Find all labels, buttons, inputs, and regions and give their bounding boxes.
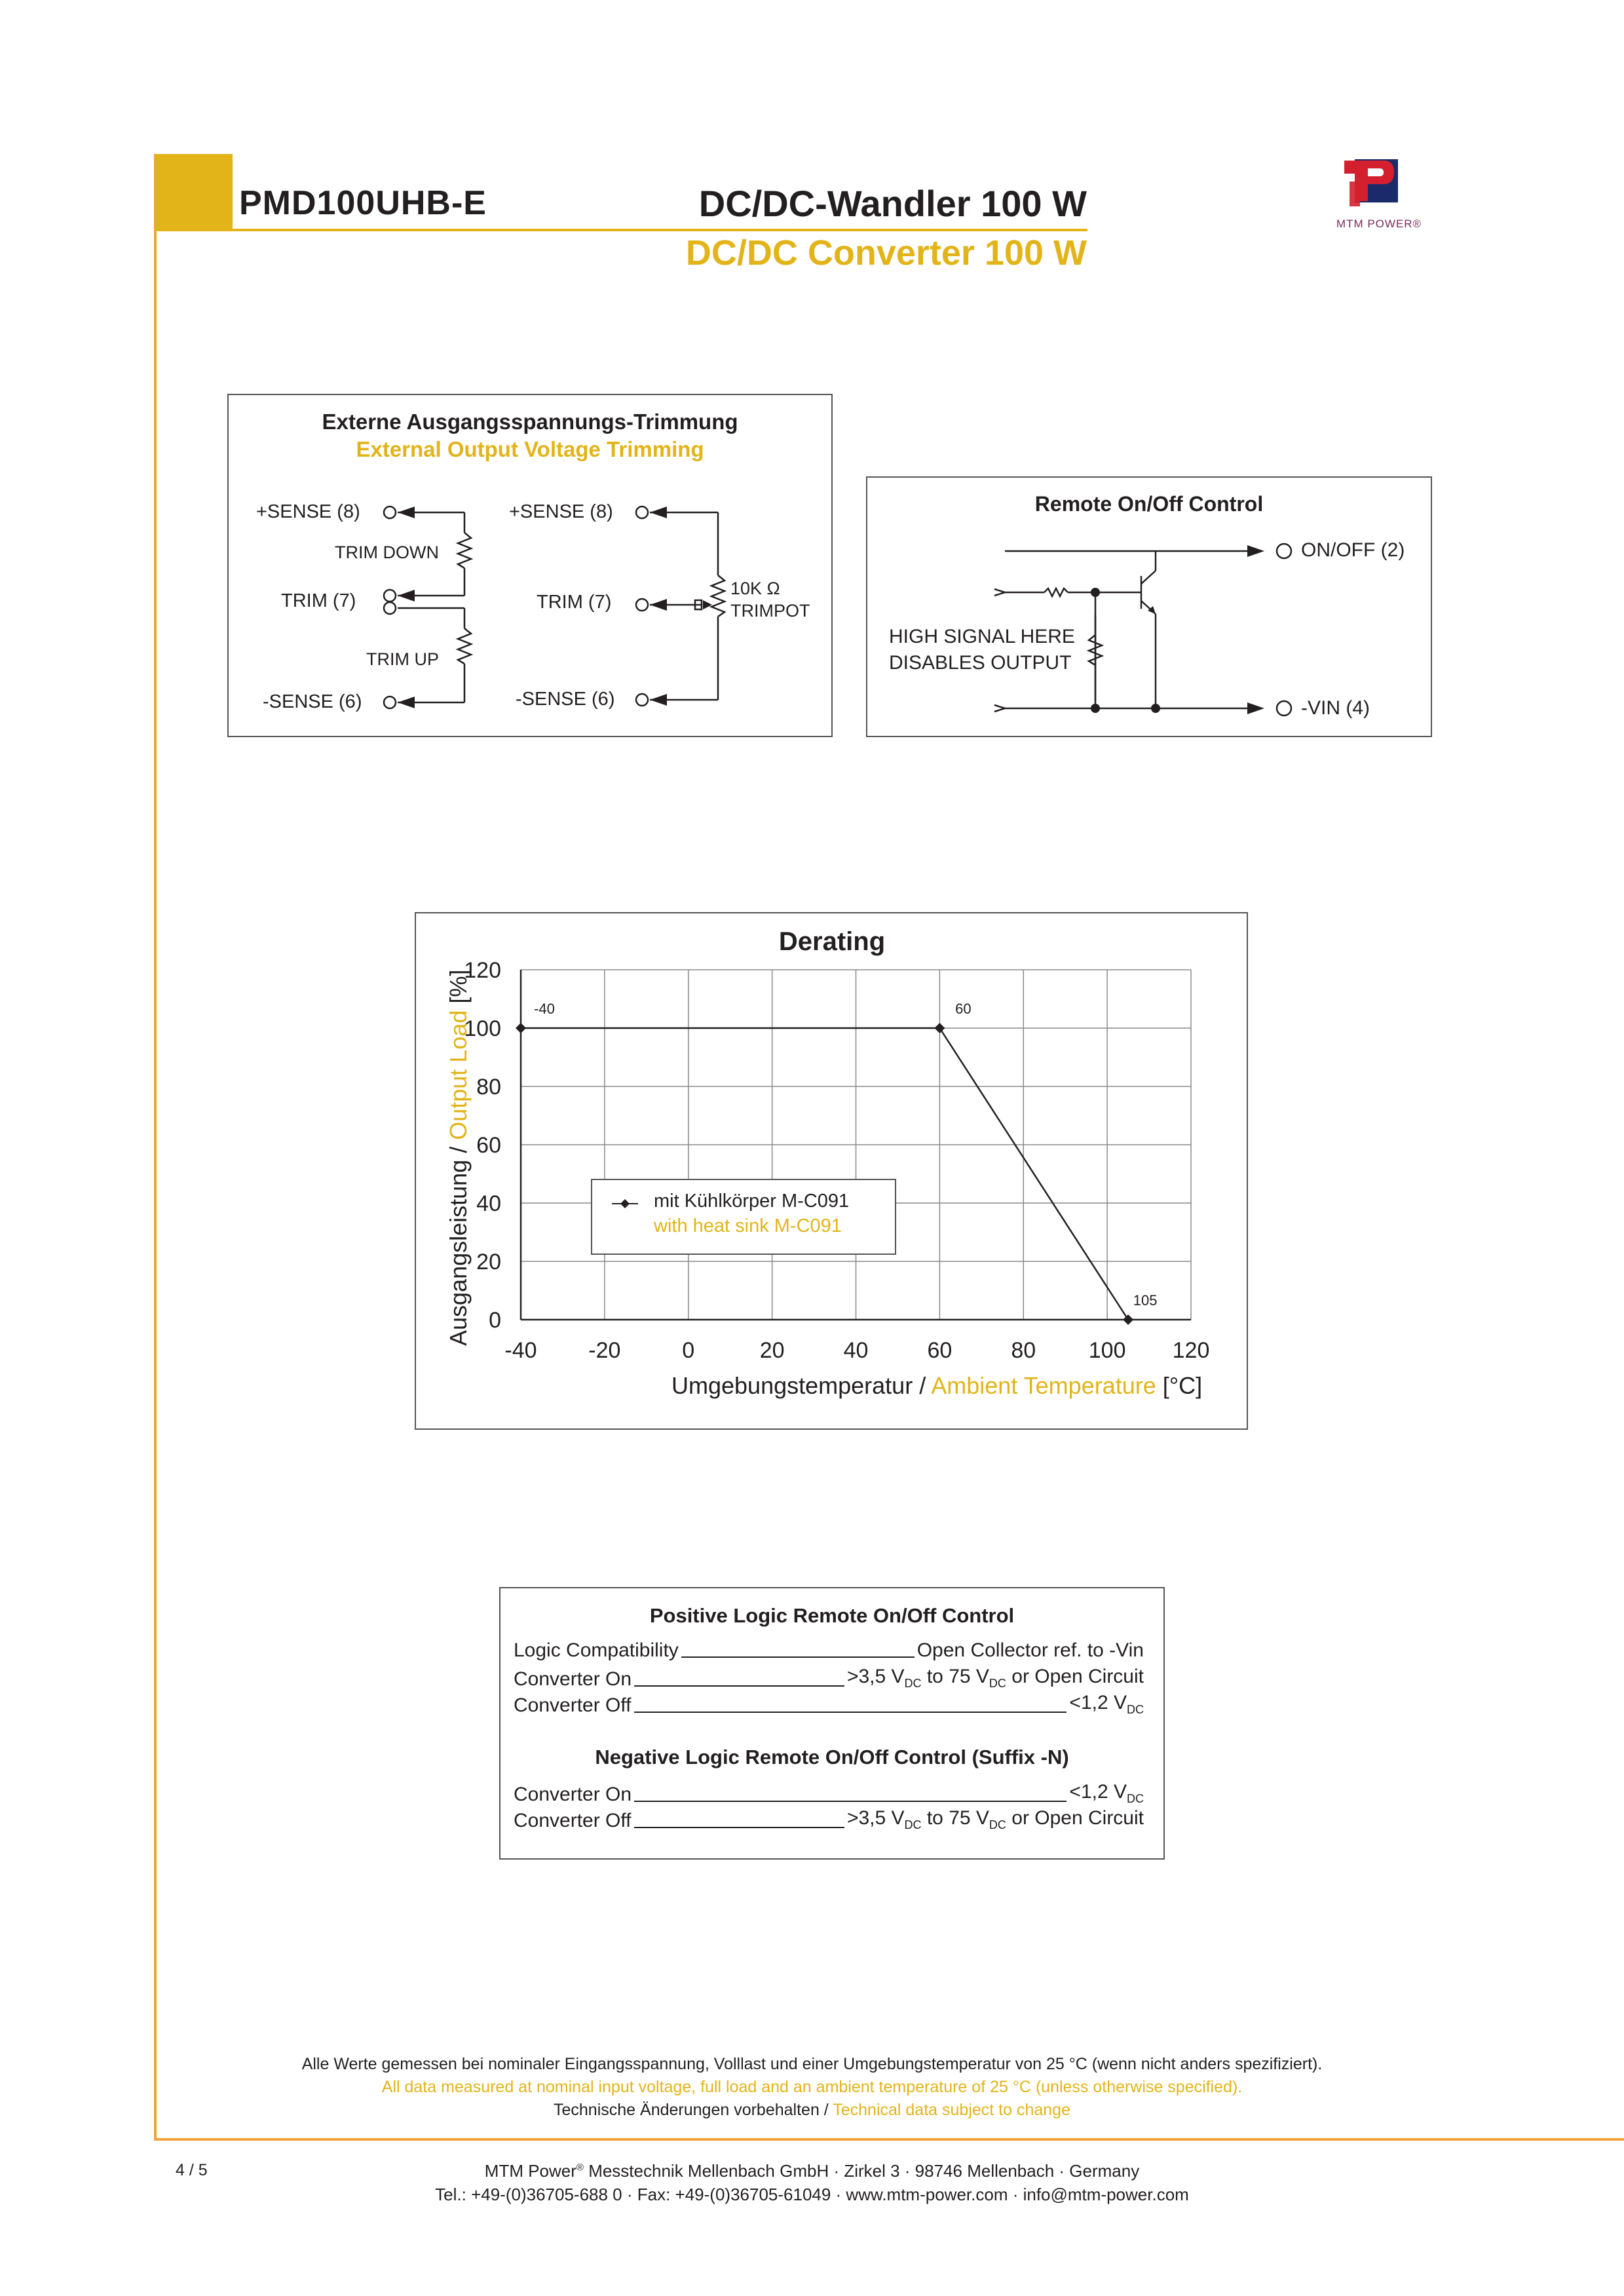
row-value: Open Collector ref. to -Vin	[916, 1639, 1144, 1661]
data-point	[516, 1023, 526, 1033]
data-point-label: -40	[534, 1001, 555, 1017]
y-tick-label: 120	[464, 958, 501, 983]
y-tick-label: 20	[476, 1250, 501, 1274]
remote-panel	[866, 476, 1432, 737]
trim-left-sense-plus: +SENSE (8)	[256, 501, 360, 522]
data-point-label: 60	[955, 1001, 972, 1017]
chart-legend	[591, 1179, 896, 1255]
trim-pot-value: 10K Ω	[730, 579, 780, 598]
ylabel-german: Ausgangsleistung /	[445, 1139, 472, 1346]
ylabel-english: Output Load	[445, 1010, 472, 1140]
logic-panel	[499, 1587, 1165, 1860]
x-tick-label: 60	[927, 1338, 953, 1363]
trim-title-english: External Output Voltage Trimming	[356, 437, 704, 461]
chart-y-axis-label	[445, 970, 472, 1346]
bottom-orange-rule	[154, 2138, 1624, 2141]
row-value: >3,5 $V_{DC}$ to 75 $V_{DC}$ or Open Circuit	[846, 1666, 1144, 1690]
y-tick-label: 0	[489, 1308, 501, 1333]
negative-logic-title: Negative Logic Remote On/Off Control (Suffix -N)	[595, 1746, 1069, 1769]
row-label: Converter On	[514, 1784, 632, 1805]
positive-row-compat	[514, 1639, 1144, 1662]
leader-line	[681, 1656, 915, 1658]
row-label: Converter On	[514, 1668, 632, 1690]
footer-changes-english: Technical data subject to change	[833, 2101, 1070, 2119]
negative-row-off	[514, 1807, 1144, 1832]
trim-right-trim: TRIM (7)	[537, 592, 612, 613]
remote-on-off-pin: ON/OFF (2)	[1301, 539, 1405, 561]
footer-company	[0, 2161, 1624, 2181]
row-label: Converter Off	[514, 1694, 632, 1716]
leader-line	[634, 1685, 844, 1687]
data-point	[1123, 1314, 1133, 1325]
x-tick-label: 80	[1011, 1338, 1036, 1363]
xlabel-english: Ambient Temperature	[931, 1372, 1156, 1399]
ylabel-unit: [%]	[445, 969, 472, 1010]
legend-label-german: mit Kühlkörper M-C091	[654, 1191, 850, 1212]
row-value: >3,5 $V_{DC}$ to 75 $V_{DC}$ or Open Circuit	[846, 1807, 1144, 1831]
header-yellow-line	[233, 229, 1087, 231]
negative-row-on	[514, 1781, 1144, 1806]
xlabel-unit: [°C]	[1156, 1372, 1203, 1399]
footer-note-german: Alle Werte gemessen bei nominaler Eingangsspannung, Volllast und einer Umgebungstemperatur von 25 °C (wenn nicht anders spezifiziert).	[301, 2055, 1323, 2073]
trim-panel	[227, 394, 833, 737]
chart-ticks	[464, 958, 1209, 1363]
legend-marker-icon	[612, 1197, 638, 1210]
trim-left-sense-minus: -SENSE (6)	[263, 691, 362, 712]
header-yellow-block	[155, 154, 233, 231]
x-tick-label: 120	[1172, 1338, 1210, 1363]
trim-schematic	[229, 395, 831, 736]
company-name: MTM Power	[484, 2161, 576, 2181]
model-number: PMD100UHB-E	[239, 184, 487, 222]
logo-text: MTM POWER®	[1336, 218, 1422, 230]
trim-title-german: Externe Ausgangsspannungs-Trimmung	[322, 410, 738, 434]
positive-row-on	[514, 1666, 1144, 1691]
chart-grid	[521, 970, 1191, 1320]
chart-series	[516, 1001, 1157, 1325]
trim-left-trim-down: TRIM DOWN	[335, 543, 439, 562]
data-point-label: 105	[1133, 1292, 1158, 1309]
row-label: Converter Off	[514, 1810, 632, 1831]
company-address: Messtechnik Mellenbach GmbH · Zirkel 3 · 98746 Mellenbach · Germany	[583, 2161, 1140, 2181]
y-tick-label: 60	[476, 1133, 501, 1158]
left-orange-rule	[154, 154, 157, 2139]
trim-right-sense-plus: +SENSE (8)	[509, 501, 613, 522]
series-line	[521, 1028, 1128, 1320]
data-point	[934, 1023, 945, 1033]
row-value: <1,2 $V_{DC}$	[1069, 1692, 1144, 1716]
leader-line	[634, 1801, 1067, 1802]
trim-pot-label: TRIMPOT	[730, 601, 810, 621]
legend-label-english: with heat sink M-C091	[654, 1215, 842, 1236]
y-tick-label: 80	[476, 1075, 501, 1100]
xlabel-german: Umgebungstemperatur /	[671, 1372, 932, 1399]
positive-logic-title: Positive Logic Remote On/Off Control	[649, 1604, 1015, 1627]
y-tick-label: 40	[476, 1191, 501, 1216]
leader-line	[634, 1827, 844, 1828]
derating-chart	[416, 913, 1247, 1428]
title-german: DC/DC-Wandler 100 W	[698, 183, 1087, 224]
title-english: DC/DC Converter 100 W	[685, 233, 1087, 273]
trim-left-trim: TRIM (7)	[281, 590, 356, 611]
company-reg: ®	[576, 2162, 584, 2173]
remote-vin-pin: -VIN (4)	[1301, 697, 1370, 719]
trim-right-sense-minus: -SENSE (6)	[516, 689, 615, 710]
x-tick-label: 0	[682, 1338, 695, 1363]
derating-panel	[415, 912, 1248, 1430]
leader-line	[634, 1712, 1067, 1713]
x-tick-label: 40	[843, 1338, 869, 1363]
footer-contact: Tel.: +49-(0)36705-688 0 · Fax: +49-(0)36705-61049 · www.mtm-power.com · info@mtm-power.com	[435, 2185, 1189, 2204]
y-tick-label: 100	[464, 1016, 501, 1041]
x-tick-label: 20	[759, 1338, 785, 1363]
x-tick-label: -40	[504, 1338, 537, 1363]
positive-row-off	[514, 1692, 1144, 1717]
trim-left-trim-up: TRIM UP	[366, 649, 439, 669]
chart-title: Derating	[778, 927, 886, 956]
x-tick-label: -20	[588, 1338, 621, 1363]
footer-changes-german: Technische Änderungen vorbehalten /	[554, 2101, 833, 2119]
x-tick-label: 100	[1088, 1338, 1126, 1363]
remote-note-line2: DISABLES OUTPUT	[889, 652, 1072, 674]
page-number: 4 / 5	[176, 2161, 208, 2179]
footer-changes	[0, 2101, 1624, 2120]
row-label: Logic Compatibility	[514, 1639, 679, 1661]
chart-x-axis-label	[671, 1372, 1202, 1400]
remote-note-line1: HIGH SIGNAL HERE	[889, 626, 1075, 647]
row-value: <1,2 $V_{DC}$	[1069, 1781, 1144, 1805]
footer-note-english: All data measured at nominal input voltage, full load and an ambient temperature of 25 °C (unless otherwise specified).	[381, 2078, 1243, 2096]
mtm-logo-icon	[1315, 154, 1440, 220]
remote-title: Remote On/Off Control	[1034, 492, 1264, 516]
